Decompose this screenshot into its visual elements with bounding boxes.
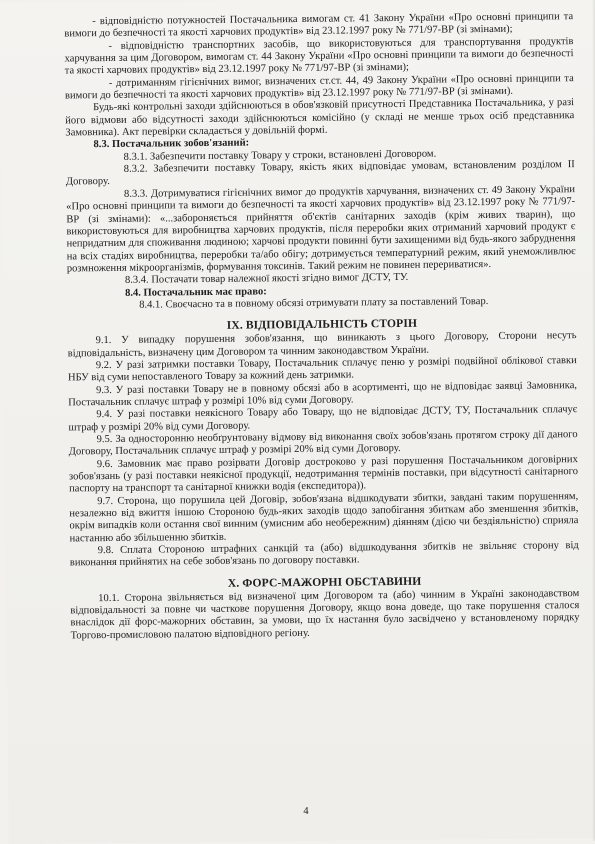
paragraph-p1: - відповідністю потужностей Постачальника вимогам ст. 41 Закону України «Про основні принципи та вимоги до безпечності та якості харчових продуктів» від 23.12.1997 року № 771/97-ВР (зі змінами); — [64, 11, 574, 40]
section-9-title: IX. ВІДПОВІДАЛЬНІСТЬ СТОРІН — [226, 317, 418, 333]
paragraph-8-4-1: 8.4.1. Своєчасно та в повному обсязі отримувати плату за поставлений Товар. — [139, 295, 489, 311]
paragraph-9-8: 9.8. Сплата Стороною штрафних санкцій та (або) відшкодування збитків не звільняє сторону від виконання прийнятих на себе зобов'язань по договору поставки. — [69, 540, 579, 569]
paragraph-p4: Будь-які контрольні заходи здійснюються в обов'язковій присутності Представника Постачальника, у разі його відмови або відсутності заходи здійснюються комісійно (у складі не менше трьох осіб представника Замовника). Акт перевірки складається у довільній формі. — [65, 97, 575, 139]
paragraph-9-1: 9.1. У випадку порушення зобов'язання, що виникають з цього Договору, Сторони несуть відповідальність, визначену цим Договором та чинним законодавством України. — [67, 330, 577, 360]
paragraph-p3: - дотриманням гігієнічних вимог, визначених ст.ст. 44, 49 Закону України «Про основні принципи та вимоги до безпечності та якості харчових продуктів» від 23.12.1997 року № 771/97-ВР (зі змінами). — [64, 72, 574, 102]
paragraph-8-3-3: 8.3.3. Дотримуватися гігієнічних вимог до продуктів харчування, визначених ст. 49 Закону України «Про основні принципи та вимоги до безпечності та якості харчових продуктів» від 23.12.1997 року № 771/97-ВР (зі змінами): «...забороняється прийняття об'єктів санітарних заходів (крім живих тварин), що використовуються для виробництва харчових продуктів, після переробки яких отриманий харчовий продукт є непридатним для споживання людиною; харчові продукти повинні бути захищеними від будь-якого забруднення на всіх стадіях виробництва, переробки та/або обігу; дотримується температурний режим, який унеможливлює розмноження мікроорганізмів, формування токсинів. Такий режим не повинен перериватися». — [66, 183, 576, 275]
paragraph-p2: - відповідністю транспортних засобів, що використовуються для транспортування продуктів харчування за цим Договором, вимогам ст. 44 Закону України «Про основні принципи та вимоги до безпечності та якості харчових продуктів» від 23.12.1997 року № 771/97-ВР (зі змінами); — [64, 35, 574, 77]
paragraph-9-6: 9.6. Замовник має право розірвати Договір достроково у разі порушення Постачальником договірних зобов'язань (у разі поставки неякісної продукції, недотримання термінів поставки, при відсутності санітарного паспорту на транспорт та санітарної книжки водія (експедитора)). — [68, 453, 579, 495]
paragraph-9-7: 9.7. Сторона, що порушила цей Договір, зобов'язана відшкодувати збитки, завдані таким порушенням, незалежно від вжиття іншою Стороною будь-яких заходів щодо запобігання збиткам або зменшення збитків, окрім випадків коли остання свої винним (умисним або необережним) діянням (дією чи бездіяльністю) сприяла настанню або збільшенню збитків. — [69, 490, 579, 545]
paragraph-8-3-1: 8.3.1. Забезпечити поставку Товару у строки, встановлені Договором. — [123, 148, 437, 163]
subheading-8-4: 8.4. Постачальник має право: — [124, 285, 267, 299]
section-10-title: X. ФОРС-МАЖОРНІ ОБСТАВИНИ — [227, 574, 422, 590]
section-10-body — [70, 588, 579, 643]
paragraph-9-2: 9.2. У разі затримки поставки Товару, Постачальник сплачує пеню у розмірі подвійної облікової ставки НБУ від суми непоставленого Товару за кожний день затримки. — [67, 355, 577, 384]
paragraph-8-3-4: 8.3.4. Постачати товар належної якості згідно вимог ДСТУ, ТУ. — [124, 272, 409, 287]
section-9-body — [68, 330, 579, 570]
page-number: 4 — [303, 805, 309, 817]
paragraph-9-4: 9.4. У разі поставки неякісного Товару або Товару, що не відповідає ДСТУ, ТУ, Постачальник сплачує штраф у розмірі 20% від суми Договору. — [68, 404, 578, 434]
top-block — [64, 11, 576, 313]
paragraph-10-1: 10.1. Сторона звільняється від визначеної цим Договором та (або) чинним в Україні законодавством відповідальності за повне чи часткове порушення Договору, якщо вона доведе, що таке порушення сталося внаслідок дії форс-мажорних обставин, за умови, що їх настання було засвідчено у встановленому порядку Торгово-промисловою палатою відповідного регіону. — [70, 587, 580, 642]
subheading-8-3: 8.3. Постачальник зобов'язаний: — [93, 137, 250, 151]
paragraph-8-3-2: 8.3.2. Забезпечити поставку Товару, якість яких відповідає умовам, встановленим розділом II Договору. — [65, 159, 575, 188]
paragraph-9-5: 9.5. За односторонню необґрунтовану відмову від виконання своїх зобов'язань протягом строку дії даного Договору, Постачальник сплачує штраф у розмірі 20% від суми Договору. — [68, 429, 578, 458]
paragraph-9-3: 9.3. У разі поставки Товару не в повному обсязі або в асортименті, що не відповідає заявці Замовника, Постачальник сплачує штраф у розмірі 10% від суми Договору. — [68, 379, 578, 409]
